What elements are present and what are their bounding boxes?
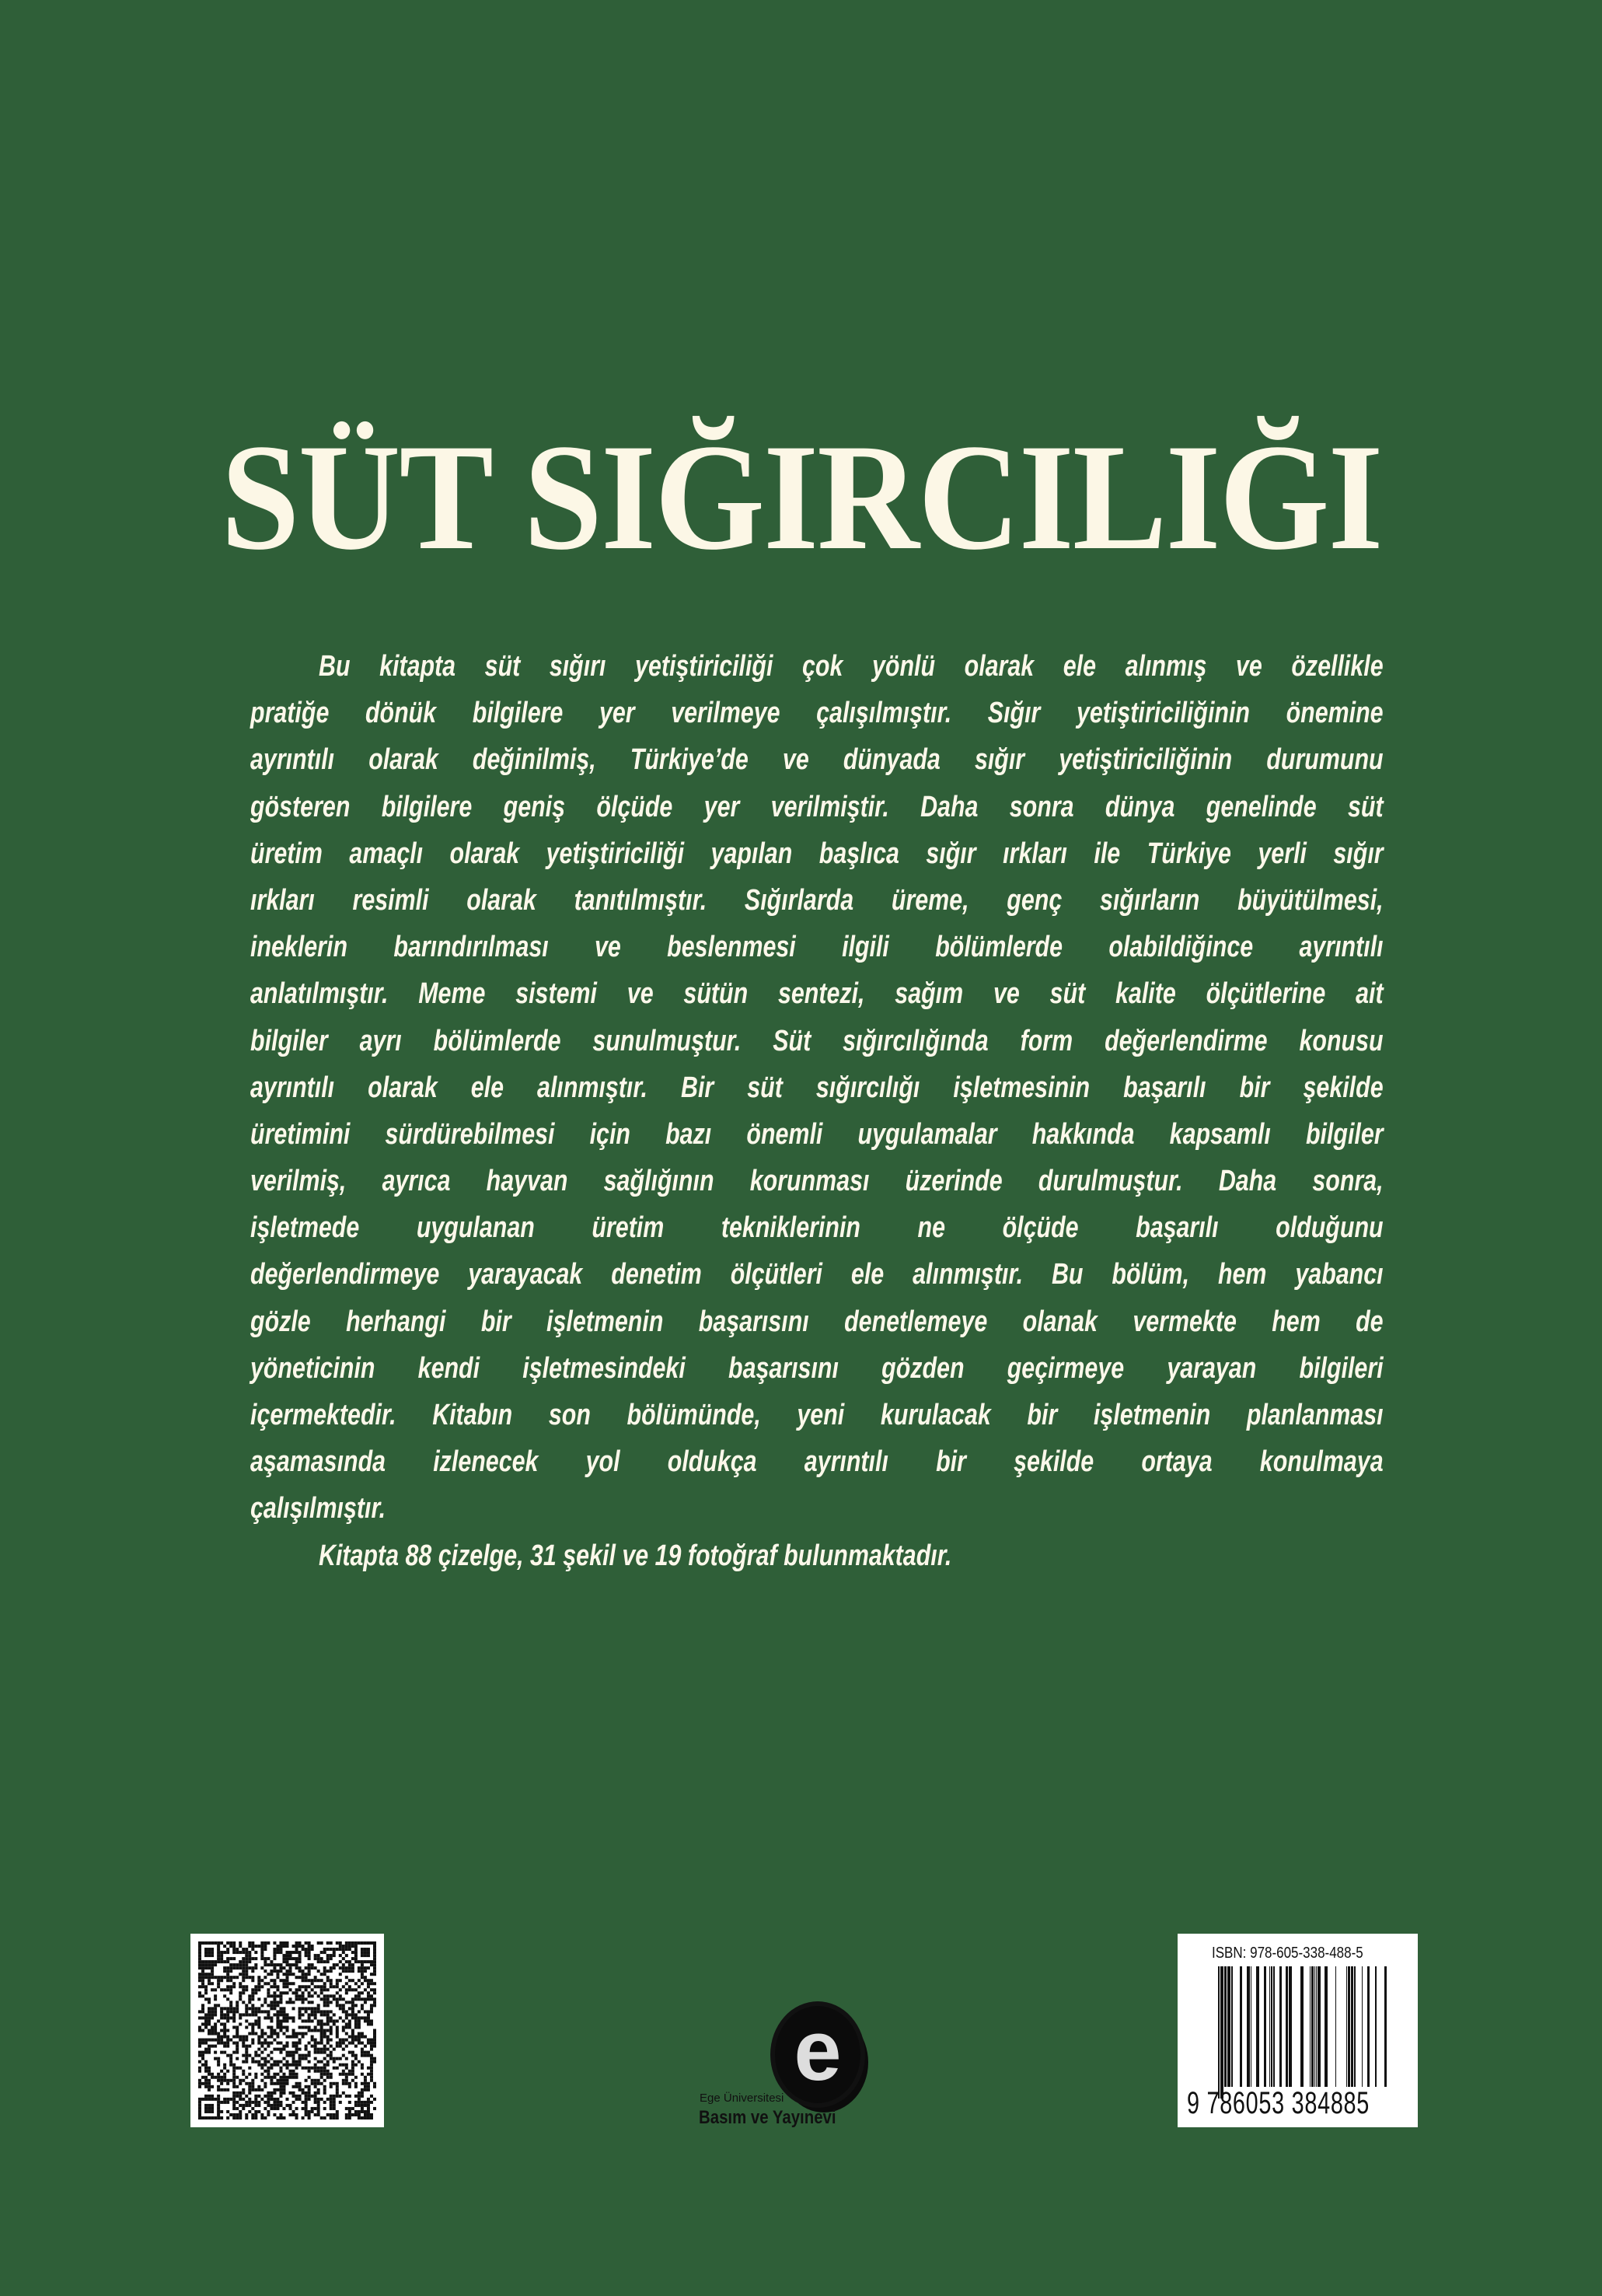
description-line: ayrıntılı olarak ele alınmıştır. Bir süt sığırcılığı işletmesinin başarılı bir şekilde [250, 1071, 1384, 1104]
qr-code [190, 1934, 384, 2127]
barcode-digits: 9 786053 384885 [1187, 2086, 1370, 2120]
description-line: gözle herhangi bir işletmenin başarısını denetlemeye olanak vermekte hem de [250, 1305, 1384, 1338]
description-line: ineklerin barındırılması ve beslenmesi ilgili bölümlerde olabildiğince ayrıntılı [250, 931, 1384, 964]
barcode-bars [1218, 1966, 1397, 2106]
description-line: gösteren bilgilere geniş ölçüde yer verilmiştir. Daha sonra dünya genelinde süt [250, 790, 1384, 823]
description-line: üretimini sürdürebilmesi için bazı önemli uygulamalar hakkında kapsamlı bilgiler [250, 1117, 1384, 1151]
description-line: işletmede uygulanan üretim tekniklerinin ne ölçüde başarılı olduğunu [250, 1211, 1384, 1245]
description-line: verilmiş, ayrıca hayvan sağlığının korunması üzerinde durulmuştur. Daha sonra, [250, 1165, 1384, 1198]
publisher-logo-letter: e [794, 2003, 842, 2099]
publisher-name-line1: Ege Üniversitesi [700, 2092, 784, 2105]
description-line: Kitapta 88 çizelge, 31 şekil ve 19 fotoğraf bulunmaktadır. [319, 1539, 952, 1572]
description-line: içermektedir. Kitabın son bölümünde, yeni kurulacak bir işletmenin planlanması [250, 1399, 1384, 1431]
isbn-label: ISBN: 978-605-338-488-5 [1212, 1945, 1363, 1962]
isbn-barcode [1178, 1934, 1418, 2127]
qr-code-pattern [198, 1941, 376, 2120]
description-line: anlatılmıştır. Meme sistemi ve sütün sentezi, sağım ve süt kalite ölçütlerine ait [250, 977, 1384, 1011]
publisher-name-line2: Basım ve Yayınevi [699, 2107, 836, 2128]
book-title: SÜT SIĞIRCILIĞI [220, 413, 1382, 582]
description-line: yöneticinin kendi işletmesindeki başarısını gözden geçirmeye yarayan bilgileri [250, 1351, 1384, 1385]
publisher-logo [696, 1990, 882, 2138]
back-cover-description [250, 643, 1384, 1579]
description-line: ayrıntılı olarak değinilmiş, Türkiye’de ve dünyada sığır yetiştiriciliğinin durumunu [250, 743, 1384, 777]
description-line: bilgiler ayrı bölümlerde sunulmuştur. Süt sığırcılığında form değerlendirme konusu [250, 1024, 1384, 1057]
description-line: pratiğe dönük bilgilere yer verilmeye çalışılmıştır. Sığır yetiştiriciliğinin önemine [250, 697, 1384, 730]
description-line: üretim amaçlı olarak yetiştiriciliği yapılan başlıca sığır ırkları ile Türkiye yerli sığır [250, 837, 1384, 870]
description-line: aşamasında izlenecek yol oldukça ayrıntılı bir şekilde ortaya konulmaya [250, 1445, 1384, 1479]
description-line: Bu kitapta süt sığırı yetiştiriciliği çok yönlü olarak ele alınmış ve özellikle [319, 650, 1384, 683]
description-line: ırkları resimli olarak tanıtılmıştır. Sığırlarda üreme, genç sığırların büyütülmesi, [250, 883, 1384, 917]
description-line: çalışılmıştır. [250, 1492, 386, 1525]
description-line: değerlendirmeye yarayacak denetim ölçütleri ele alınmıştır. Bu bölüm, hem yabancı [250, 1258, 1384, 1291]
